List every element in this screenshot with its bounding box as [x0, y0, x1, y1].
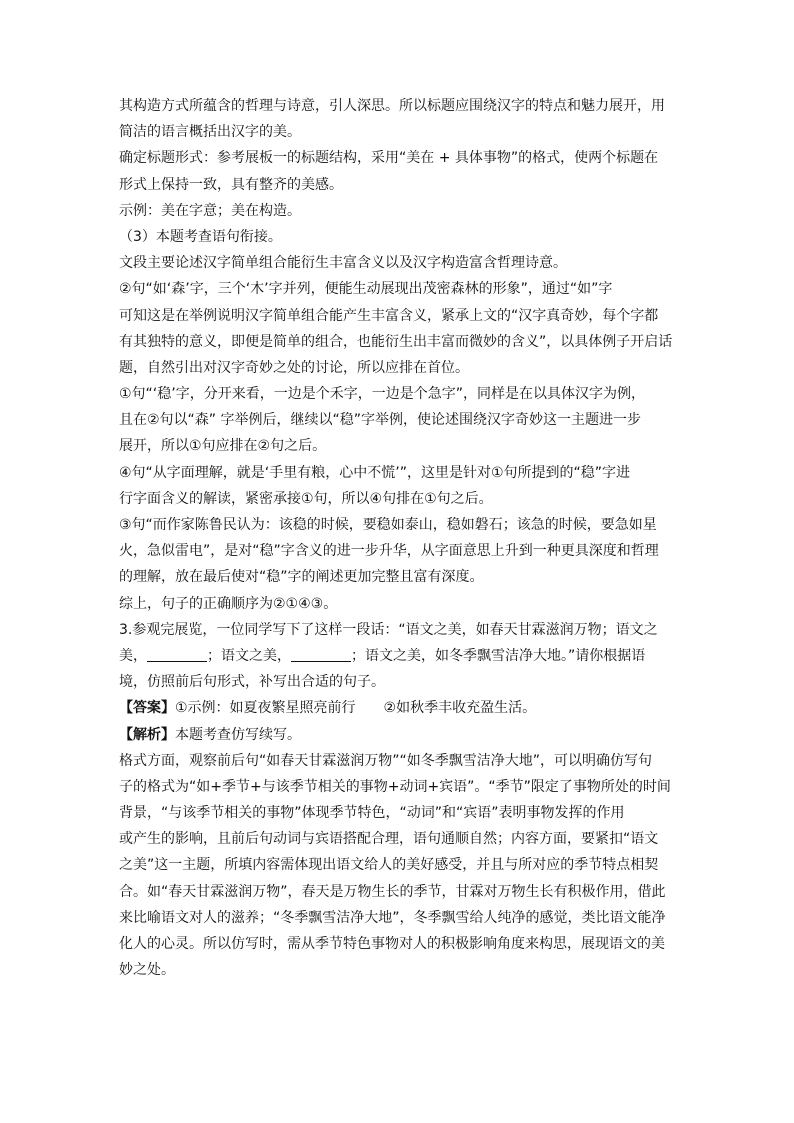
analysis-text: 本题考查仿写续写。 [175, 726, 301, 743]
answer-line [119, 695, 675, 721]
text-line: 示例：美在字意；美在构造。 [119, 202, 301, 219]
text-line: （3）本题考查语句衔接。 [119, 228, 282, 245]
text-line: 合。如“春天甘霖滋润万物”，春天是万物生长的季节，甘霖对万物生长有积极作用，借此 [119, 883, 666, 900]
analysis-heading-line [119, 722, 675, 748]
question-3 [119, 617, 675, 696]
text-line: 行字面含义的解读，紧密承接①句，所以④句排在①句之后。 [119, 490, 493, 507]
text-line: 有其独特的意义，即便是简单的组合，也能衍生出丰富而微妙的含义”，以具体例子开启话 [119, 333, 673, 350]
text-line: 火，急似雷电”，是对“稳”字含义的进一步升华，从字面意思上升到一种更具深度和哲理 [119, 543, 659, 560]
text-line: 展开，所以①句应排在②句之后。 [119, 438, 327, 455]
text-line: 形式上保持一致，具有整齐的美感。 [119, 176, 343, 193]
text-line: 其构造方式所蕴含的哲理与诗意，引人深思。所以标题应围绕汉字的特点和魅力展开，用 [119, 98, 665, 114]
text-line: 或产生的影响，且前后句动词与宾语搭配合理，语句通顺自然；内容方面，要紧扣“语文 [119, 831, 659, 848]
text-line: 确定标题形式：参考展板一的标题结构，采用“美在 + 具体事物”的格式，使两个标题在 [119, 150, 659, 167]
text-line: 题，自然引出对汉字奇妙之处的讨论，所以应排在首位。 [119, 359, 469, 376]
question-line [119, 643, 675, 669]
question-line: 境，仿照前后句形式，补写出合适的句子。 [119, 674, 385, 691]
text-line: 综上，句子的正确顺序为②①④③。 [119, 595, 338, 612]
document-page [119, 93, 675, 983]
question-text: ；语文之美， [207, 647, 291, 664]
previous-analysis-section [119, 93, 675, 617]
text-line: 子的格式为“如+季节+与该季节相关的事物+动词+宾语”。“季节”限定了事物所处的时间 [119, 778, 671, 795]
text-line: 的理解，放在最后使对“稳”字的阐述更加完整且富有深度。 [119, 569, 484, 586]
fill-in-blank [147, 647, 207, 662]
text-line: ④句“从字面理解，就是‘手里有粮，心中不慌’”，这里是针对①句所提到的“稳”字进 [119, 464, 631, 481]
text-line: 文段主要论述汉字简单组合能衍生丰富含义以及汉字构造富含哲理诗意。 [119, 255, 567, 272]
text-line: 化人的心灵。所以仿写时，需从季节特色事物对人的积极影响角度来构思，展现语文的美 [119, 936, 665, 952]
text-line: ③句“而作家陈鲁民认为：该稳的时候，要稳如泰山，稳如磐石；该急的时候，要急如星 [119, 517, 657, 533]
text-line: 简洁的语言概括出汉字的美。 [119, 124, 301, 141]
question-text: 美， [119, 647, 147, 664]
analysis-tag: 【解析】 [119, 726, 175, 743]
text-line: 可知这是在举例说明汉字简单组合能产生丰富含义，紧承上文的“汉字真奇妙，每个字都 [119, 307, 659, 324]
text-line: 背景，“与该季节相关的事物”体现季节特色，“动词”和“宾语”表明事物发挥的作用 [119, 805, 625, 822]
answer-tag: 【答案】 [119, 700, 175, 717]
text-line: 格式方面，观察前后句“如春天甘霖滋润万物”“如冬季飘雪洁净大地”，可以明确仿写句 [119, 752, 653, 769]
text-line: 妙之处。 [119, 962, 175, 979]
text-line: 之美”这一主题，所填内容需体现出语文给人的美好感受，并且与所对应的季节特点相契 [119, 857, 659, 874]
text-line: 且在②句以“森” 字举例后，继续以“稳”字举例，使论述围绕汉字奇妙这一主题进一步 [119, 412, 642, 429]
question-line: 3.参观完展览，一位同学写下了这样一段话：“语文之美，如春天甘霖滋润万物；语文之 [119, 621, 658, 638]
question-text: ；语文之美，如冬季飘雪洁净大地。”请你根据语 [351, 647, 646, 664]
text-line: 来比喻语文对人的滋养；“冬季飘雪洁净大地”，冬季飘雪给人纯净的感觉，类比语文能净 [119, 909, 666, 926]
text-line: ②句“如‘森’字，三个‘木’字并列，便能生动展现出茂密森林的形象”，通过“如”字 [119, 281, 613, 298]
answer-text: ①示例：如夏夜繁星照亮前行 ②如秋季丰收充盈生活。 [175, 700, 537, 717]
text-line: ①句“‘稳’字，分开来看，一边是个禾字，一边是个急字”，同样是在以具体汉字为例， [119, 386, 645, 403]
fill-in-blank [291, 647, 351, 662]
analysis-body [119, 748, 675, 984]
